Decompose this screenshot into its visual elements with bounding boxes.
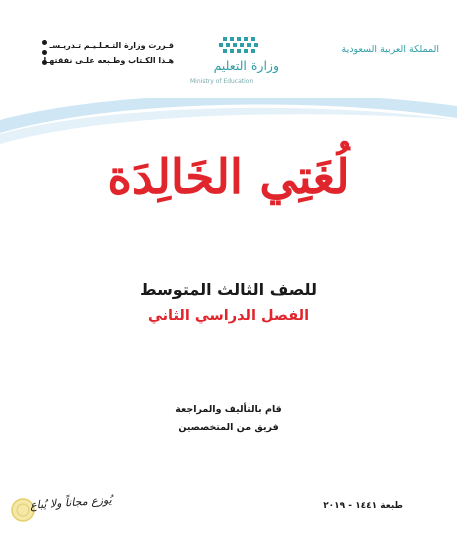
book-title: لُغَتِي الخَالِدَة [107,150,350,205]
decree-line-1: قـررت وزارة التـعـلـيـم تـدريـسـ [49,41,174,50]
ministry-name-arabic: وزارة التعليم [213,58,279,73]
author-team: فريق من المتخصصين [178,422,279,433]
free-distribution-note: يُوزع مجاناً ولا يُباع [29,493,113,512]
grade-label: للصف الثالث المتوسط [139,280,318,299]
cover-header [0,0,457,100]
ministry-name-english: Ministry of Education [190,78,254,85]
semester-label: الفصل الدراسي الثاني [147,308,310,324]
edition-label: طبعة ١٤٤١ - ٢٠١٩ [323,501,403,511]
decree-line-2: هـذا الكـتاب وطـبعه علـى نفقتهـا [43,56,174,65]
authored-by: قام بالتأليف والمراجعة [175,404,282,415]
decree-bullets [42,40,48,70]
country-name: المملكة العربية السعودية [341,44,439,55]
